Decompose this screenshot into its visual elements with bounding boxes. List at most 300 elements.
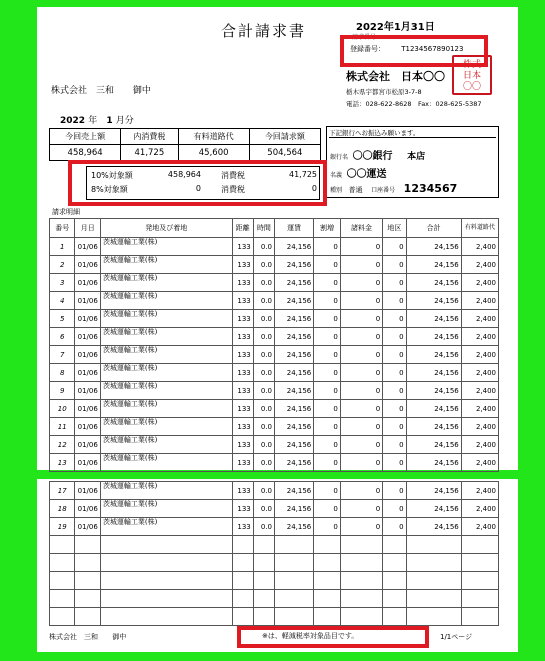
- cell-fee: 0: [340, 482, 382, 500]
- cell-customer: 茨城運輸工業(株): [100, 364, 232, 382]
- empty-cell: [383, 608, 406, 626]
- empty-cell: [100, 536, 232, 554]
- cell-customer: 茨城運輸工業(株): [100, 238, 232, 256]
- table-row: [50, 518, 499, 536]
- table-row: [50, 292, 499, 310]
- cell-toll: 2,400: [461, 364, 498, 382]
- empty-cell: [100, 554, 232, 572]
- cell-time: 0.0: [253, 454, 274, 472]
- cell-toll: 2,400: [461, 292, 498, 310]
- cell-toll: 2,400: [461, 518, 498, 536]
- empty-cell: [75, 554, 100, 572]
- empty-cell: [314, 572, 341, 590]
- col-header: 地区: [383, 219, 406, 238]
- cell-date: 01/06: [75, 364, 100, 382]
- cell-customer: 茨城運輸工業(株): [100, 310, 232, 328]
- table-row: [50, 436, 499, 454]
- details-header-row: [50, 219, 499, 238]
- cell-no: 10: [50, 400, 75, 418]
- cell-extra: 0: [314, 454, 341, 472]
- cell-fee: 0: [340, 364, 382, 382]
- empty-cell: [232, 554, 253, 572]
- cell-date: 01/06: [75, 500, 100, 518]
- cell-toll: 2,400: [461, 256, 498, 274]
- footer-note: ※は、軽減税率対象品目です。: [262, 632, 359, 640]
- empty-row: [50, 536, 499, 554]
- cell-fee: 0: [340, 500, 382, 518]
- account-no-row: 種別 普通 口座番号 1234567: [330, 182, 458, 195]
- col-header: 合計: [406, 219, 461, 238]
- cell-toll: 2,400: [461, 382, 498, 400]
- cell-date: 01/06: [75, 256, 100, 274]
- cell-customer: 茨城運輸工業(株): [100, 382, 232, 400]
- page-number: 1/1ページ: [440, 633, 473, 641]
- cell-no: 5: [50, 310, 75, 328]
- cell-extra: 0: [314, 328, 341, 346]
- cell-customer: 茨城運輸工業(株): [100, 400, 232, 418]
- cell-no: 4: [50, 292, 75, 310]
- cell-no: 17: [50, 482, 75, 500]
- cell-area: 0: [383, 454, 406, 472]
- cell-extra: 0: [314, 400, 341, 418]
- cell-dist: 133: [232, 518, 253, 536]
- cell-toll: 2,400: [461, 400, 498, 418]
- cell-extra: 0: [314, 482, 341, 500]
- empty-cell: [253, 536, 274, 554]
- cell-dist: 133: [232, 364, 253, 382]
- empty-cell: [340, 554, 382, 572]
- cell-dist: 133: [232, 346, 253, 364]
- cell-time: 0.0: [253, 400, 274, 418]
- cell-customer: 茨城運輸工業(株): [100, 418, 232, 436]
- cell-total: 24,156: [406, 482, 461, 500]
- details-table: [49, 218, 499, 472]
- cell-date: 01/06: [75, 400, 100, 418]
- cell-date: 01/06: [75, 418, 100, 436]
- bank-note: 下記銀行へお振込み願います。: [329, 128, 496, 138]
- cell-no: 11: [50, 418, 75, 436]
- cell-dist: 133: [232, 418, 253, 436]
- empty-cell: [461, 608, 498, 626]
- issuer-tel-fax: 電話：028-622-8628 Fax：028-625-5387: [346, 100, 482, 108]
- empty-cell: [100, 590, 232, 608]
- cell-extra: 0: [314, 346, 341, 364]
- cell-no: 7: [50, 346, 75, 364]
- cell-toll: 2,400: [461, 274, 498, 292]
- cell-no: 19: [50, 518, 75, 536]
- customer-name: 株式会社 三和 御中: [51, 86, 151, 96]
- empty-cell: [314, 590, 341, 608]
- cell-no: 13: [50, 454, 75, 472]
- totals-header: 有料道路代: [178, 129, 249, 145]
- col-header: 時間: [253, 219, 274, 238]
- empty-cell: [461, 554, 498, 572]
- cell-fee: 0: [340, 382, 382, 400]
- empty-row: [50, 554, 499, 572]
- frame-bottom: [0, 652, 545, 661]
- empty-cell: [232, 608, 253, 626]
- cell-extra: 0: [314, 274, 341, 292]
- frame-left: [0, 0, 37, 661]
- cell-area: 0: [383, 482, 406, 500]
- empty-cell: [406, 590, 461, 608]
- cell-toll: 2,400: [461, 238, 498, 256]
- registration-number: T1234567890123: [401, 45, 464, 53]
- cell-total: 24,156: [406, 500, 461, 518]
- cell-fee: 0: [340, 436, 382, 454]
- empty-cell: [461, 536, 498, 554]
- cell-time: 0.0: [253, 418, 274, 436]
- cell-extra: 0: [314, 256, 341, 274]
- frame-top: [0, 0, 545, 7]
- empty-cell: [406, 536, 461, 554]
- issuer-company: 株式会社 日本〇〇: [346, 70, 445, 83]
- col-header: 発地及び着地: [100, 219, 232, 238]
- cell-area: 0: [383, 292, 406, 310]
- cell-time: 0.0: [253, 292, 274, 310]
- total-tax: 41,725: [121, 145, 178, 161]
- cell-date: 01/06: [75, 292, 100, 310]
- empty-cell: [461, 590, 498, 608]
- table-row: [50, 256, 499, 274]
- empty-cell: [383, 536, 406, 554]
- cell-dist: 133: [232, 482, 253, 500]
- cell-dist: 133: [232, 436, 253, 454]
- cell-time: 0.0: [253, 518, 274, 536]
- totals-table: [49, 128, 321, 161]
- cell-fee: 0: [340, 328, 382, 346]
- empty-cell: [50, 572, 75, 590]
- cell-fare: 24,156: [274, 436, 313, 454]
- highlight-tax-summary: [68, 160, 327, 206]
- cell-area: 0: [383, 274, 406, 292]
- cell-total: 24,156: [406, 518, 461, 536]
- cell-no: 6: [50, 328, 75, 346]
- cell-dist: 133: [232, 310, 253, 328]
- empty-cell: [232, 572, 253, 590]
- highlight-footer-note: [237, 626, 429, 648]
- cell-customer: 茨城運輸工業(株): [100, 292, 232, 310]
- cell-no: 12: [50, 436, 75, 454]
- cell-time: 0.0: [253, 436, 274, 454]
- table-row: [50, 382, 499, 400]
- cell-fee: 0: [340, 310, 382, 328]
- cell-toll: 2,400: [461, 346, 498, 364]
- col-header: 運賃: [274, 219, 313, 238]
- cell-fee: 0: [340, 346, 382, 364]
- col-header: 有料道路代: [461, 219, 498, 238]
- cell-extra: 0: [314, 418, 341, 436]
- cell-toll: 2,400: [461, 418, 498, 436]
- company-seal: 株式 日本 〇〇: [452, 55, 492, 95]
- cell-dist: 133: [232, 454, 253, 472]
- empty-cell: [274, 608, 313, 626]
- empty-cell: [314, 554, 341, 572]
- cell-toll: 2,400: [461, 500, 498, 518]
- cell-fare: 24,156: [274, 482, 313, 500]
- cell-area: 0: [383, 418, 406, 436]
- empty-cell: [50, 554, 75, 572]
- cell-total: 24,156: [406, 382, 461, 400]
- table-row: [50, 238, 499, 256]
- totals-header: 内消費税: [121, 129, 178, 145]
- totals-header: 今回請求額: [249, 129, 320, 145]
- empty-cell: [75, 572, 100, 590]
- empty-cell: [406, 554, 461, 572]
- cell-dist: 133: [232, 274, 253, 292]
- cell-toll: 2,400: [461, 436, 498, 454]
- cell-fee: 0: [340, 274, 382, 292]
- cell-time: 0.0: [253, 382, 274, 400]
- empty-cell: [340, 608, 382, 626]
- cell-no: 9: [50, 382, 75, 400]
- empty-cell: [383, 590, 406, 608]
- cell-date: 01/06: [75, 274, 100, 292]
- empty-cell: [50, 590, 75, 608]
- empty-cell: [274, 572, 313, 590]
- cell-fee: 0: [340, 292, 382, 310]
- cell-fare: 24,156: [274, 364, 313, 382]
- cell-no: 8: [50, 364, 75, 382]
- registration-label: 登録番号：: [350, 45, 385, 53]
- cell-time: 0.0: [253, 310, 274, 328]
- cell-fare: 24,156: [274, 256, 313, 274]
- cell-extra: 0: [314, 238, 341, 256]
- cell-time: 0.0: [253, 346, 274, 364]
- table-row: [50, 274, 499, 292]
- table-row: [50, 328, 499, 346]
- empty-cell: [100, 608, 232, 626]
- empty-cell: [253, 554, 274, 572]
- details-table-continued: [49, 481, 499, 626]
- cell-total: 24,156: [406, 256, 461, 274]
- cell-extra: 0: [314, 292, 341, 310]
- empty-cell: [75, 536, 100, 554]
- cell-fare: 24,156: [274, 454, 313, 472]
- cell-toll: 2,400: [461, 454, 498, 472]
- totals-header: 今回売上額: [50, 129, 121, 145]
- cell-fare: 24,156: [274, 328, 313, 346]
- cell-fare: 24,156: [274, 382, 313, 400]
- cell-dist: 133: [232, 238, 253, 256]
- empty-cell: [232, 536, 253, 554]
- empty-cell: [340, 536, 382, 554]
- cell-total: 24,156: [406, 418, 461, 436]
- empty-row: [50, 590, 499, 608]
- details-rows-bottom: [50, 482, 499, 626]
- empty-cell: [232, 590, 253, 608]
- empty-cell: [340, 590, 382, 608]
- cell-fare: 24,156: [274, 518, 313, 536]
- cell-customer: 茨城運輸工業(株): [100, 256, 232, 274]
- cell-customer: 茨城運輸工業(株): [100, 454, 232, 472]
- empty-cell: [253, 608, 274, 626]
- cell-area: 0: [383, 310, 406, 328]
- empty-cell: [314, 608, 341, 626]
- cell-fare: 24,156: [274, 500, 313, 518]
- cell-dist: 133: [232, 292, 253, 310]
- col-header: 割増: [314, 219, 341, 238]
- empty-row: [50, 608, 499, 626]
- cell-fee: 0: [340, 256, 382, 274]
- empty-cell: [314, 536, 341, 554]
- cell-extra: 0: [314, 500, 341, 518]
- cell-fee: 0: [340, 400, 382, 418]
- cell-extra: 0: [314, 436, 341, 454]
- cell-extra: 0: [314, 310, 341, 328]
- col-header: 距離: [232, 219, 253, 238]
- cell-customer: 茨城運輸工業(株): [100, 518, 232, 536]
- cell-area: 0: [383, 500, 406, 518]
- cell-fee: 0: [340, 238, 382, 256]
- table-row: [50, 418, 499, 436]
- cell-toll: 2,400: [461, 310, 498, 328]
- bank-box: [326, 126, 499, 198]
- cell-fare: 24,156: [274, 346, 313, 364]
- empty-cell: [274, 536, 313, 554]
- issuer-address: 栃木県宇都宮市松原3-7-8: [346, 88, 422, 96]
- cell-total: 24,156: [406, 364, 461, 382]
- cell-area: 0: [383, 400, 406, 418]
- billing-period: 2022 年 1 月分: [60, 116, 134, 126]
- cell-fee: 0: [340, 418, 382, 436]
- cell-total: 24,156: [406, 310, 461, 328]
- cell-time: 0.0: [253, 364, 274, 382]
- footer-customer: 株式会社 三和 御中: [49, 633, 127, 641]
- cell-fee: 0: [340, 518, 382, 536]
- cell-date: 01/06: [75, 310, 100, 328]
- total-sales: 458,964: [50, 145, 121, 161]
- col-header: 諸料金: [340, 219, 382, 238]
- total-toll: 45,600: [178, 145, 249, 161]
- cell-time: 0.0: [253, 256, 274, 274]
- empty-cell: [274, 554, 313, 572]
- empty-cell: [100, 572, 232, 590]
- cell-customer: 茨城運輸工業(株): [100, 500, 232, 518]
- cell-date: 01/06: [75, 328, 100, 346]
- cell-dist: 133: [232, 400, 253, 418]
- cell-date: 01/06: [75, 518, 100, 536]
- cell-time: 0.0: [253, 274, 274, 292]
- empty-row: [50, 572, 499, 590]
- table-row: [50, 400, 499, 418]
- cell-dist: 133: [232, 500, 253, 518]
- cell-total: 24,156: [406, 346, 461, 364]
- empty-cell: [253, 590, 274, 608]
- cell-fare: 24,156: [274, 274, 313, 292]
- cell-extra: 0: [314, 364, 341, 382]
- cell-no: 18: [50, 500, 75, 518]
- cell-date: 01/06: [75, 238, 100, 256]
- cell-date: 01/06: [75, 436, 100, 454]
- cell-no: 1: [50, 238, 75, 256]
- account-name-row: 名義 〇〇運送: [330, 169, 387, 180]
- frame-right: [518, 0, 545, 661]
- cell-total: 24,156: [406, 454, 461, 472]
- cell-extra: 0: [314, 518, 341, 536]
- empty-cell: [340, 572, 382, 590]
- table-row: [50, 346, 499, 364]
- cell-total: 24,156: [406, 328, 461, 346]
- cell-customer: 茨城運輸工業(株): [100, 274, 232, 292]
- cell-total: 24,156: [406, 274, 461, 292]
- cell-no: 3: [50, 274, 75, 292]
- cell-area: 0: [383, 238, 406, 256]
- table-row: [50, 454, 499, 472]
- cell-date: 01/06: [75, 346, 100, 364]
- table-row: [50, 310, 499, 328]
- cell-customer: 茨城運輸工業(株): [100, 482, 232, 500]
- cell-area: 0: [383, 256, 406, 274]
- cell-area: 0: [383, 328, 406, 346]
- details-section-label: 請求明細: [52, 208, 80, 216]
- cell-area: 0: [383, 346, 406, 364]
- table-row: [50, 500, 499, 518]
- cell-date: 01/06: [75, 482, 100, 500]
- cell-dist: 133: [232, 328, 253, 346]
- empty-cell: [274, 590, 313, 608]
- cell-fare: 24,156: [274, 310, 313, 328]
- empty-cell: [383, 572, 406, 590]
- total-billed: 504,564: [249, 145, 320, 161]
- cell-extra: 0: [314, 382, 341, 400]
- table-row: [50, 364, 499, 382]
- cell-area: 0: [383, 382, 406, 400]
- col-header: 月日: [75, 219, 100, 238]
- empty-cell: [406, 608, 461, 626]
- cell-no: 2: [50, 256, 75, 274]
- cell-date: 01/06: [75, 454, 100, 472]
- cell-time: 0.0: [253, 328, 274, 346]
- cell-dist: 133: [232, 382, 253, 400]
- empty-cell: [50, 608, 75, 626]
- cell-total: 24,156: [406, 436, 461, 454]
- cell-fare: 24,156: [274, 292, 313, 310]
- cell-toll: 2,400: [461, 482, 498, 500]
- empty-cell: [406, 572, 461, 590]
- cell-customer: 茨城運輸工業(株): [100, 436, 232, 454]
- cell-total: 24,156: [406, 238, 461, 256]
- details-rows-top: [50, 238, 499, 472]
- cell-total: 24,156: [406, 400, 461, 418]
- cell-toll: 2,400: [461, 328, 498, 346]
- cell-area: 0: [383, 364, 406, 382]
- cell-customer: 茨城運輸工業(株): [100, 346, 232, 364]
- cell-customer: 茨城運輸工業(株): [100, 328, 232, 346]
- tax-summary: 10%対象額 458,964 消費税 41,725 8%対象額 0 消費税 0: [86, 166, 320, 200]
- empty-cell: [253, 572, 274, 590]
- cell-fare: 24,156: [274, 418, 313, 436]
- empty-cell: [383, 554, 406, 572]
- col-header: 番号: [50, 219, 75, 238]
- cell-time: 0.0: [253, 500, 274, 518]
- highlight-registration: [340, 35, 488, 67]
- invoice-date: 2022年1月31日: [356, 22, 435, 33]
- cell-fee: 0: [340, 454, 382, 472]
- bank-row: 銀行名 〇〇銀行 本店: [330, 151, 426, 162]
- cell-time: 0.0: [253, 482, 274, 500]
- cell-date: 01/06: [75, 382, 100, 400]
- empty-cell: [75, 608, 100, 626]
- cell-total: 24,156: [406, 292, 461, 310]
- empty-cell: [50, 536, 75, 554]
- cell-dist: 133: [232, 256, 253, 274]
- empty-cell: [461, 572, 498, 590]
- cell-time: 0.0: [253, 238, 274, 256]
- cell-area: 0: [383, 518, 406, 536]
- cell-area: 0: [383, 436, 406, 454]
- empty-cell: [75, 590, 100, 608]
